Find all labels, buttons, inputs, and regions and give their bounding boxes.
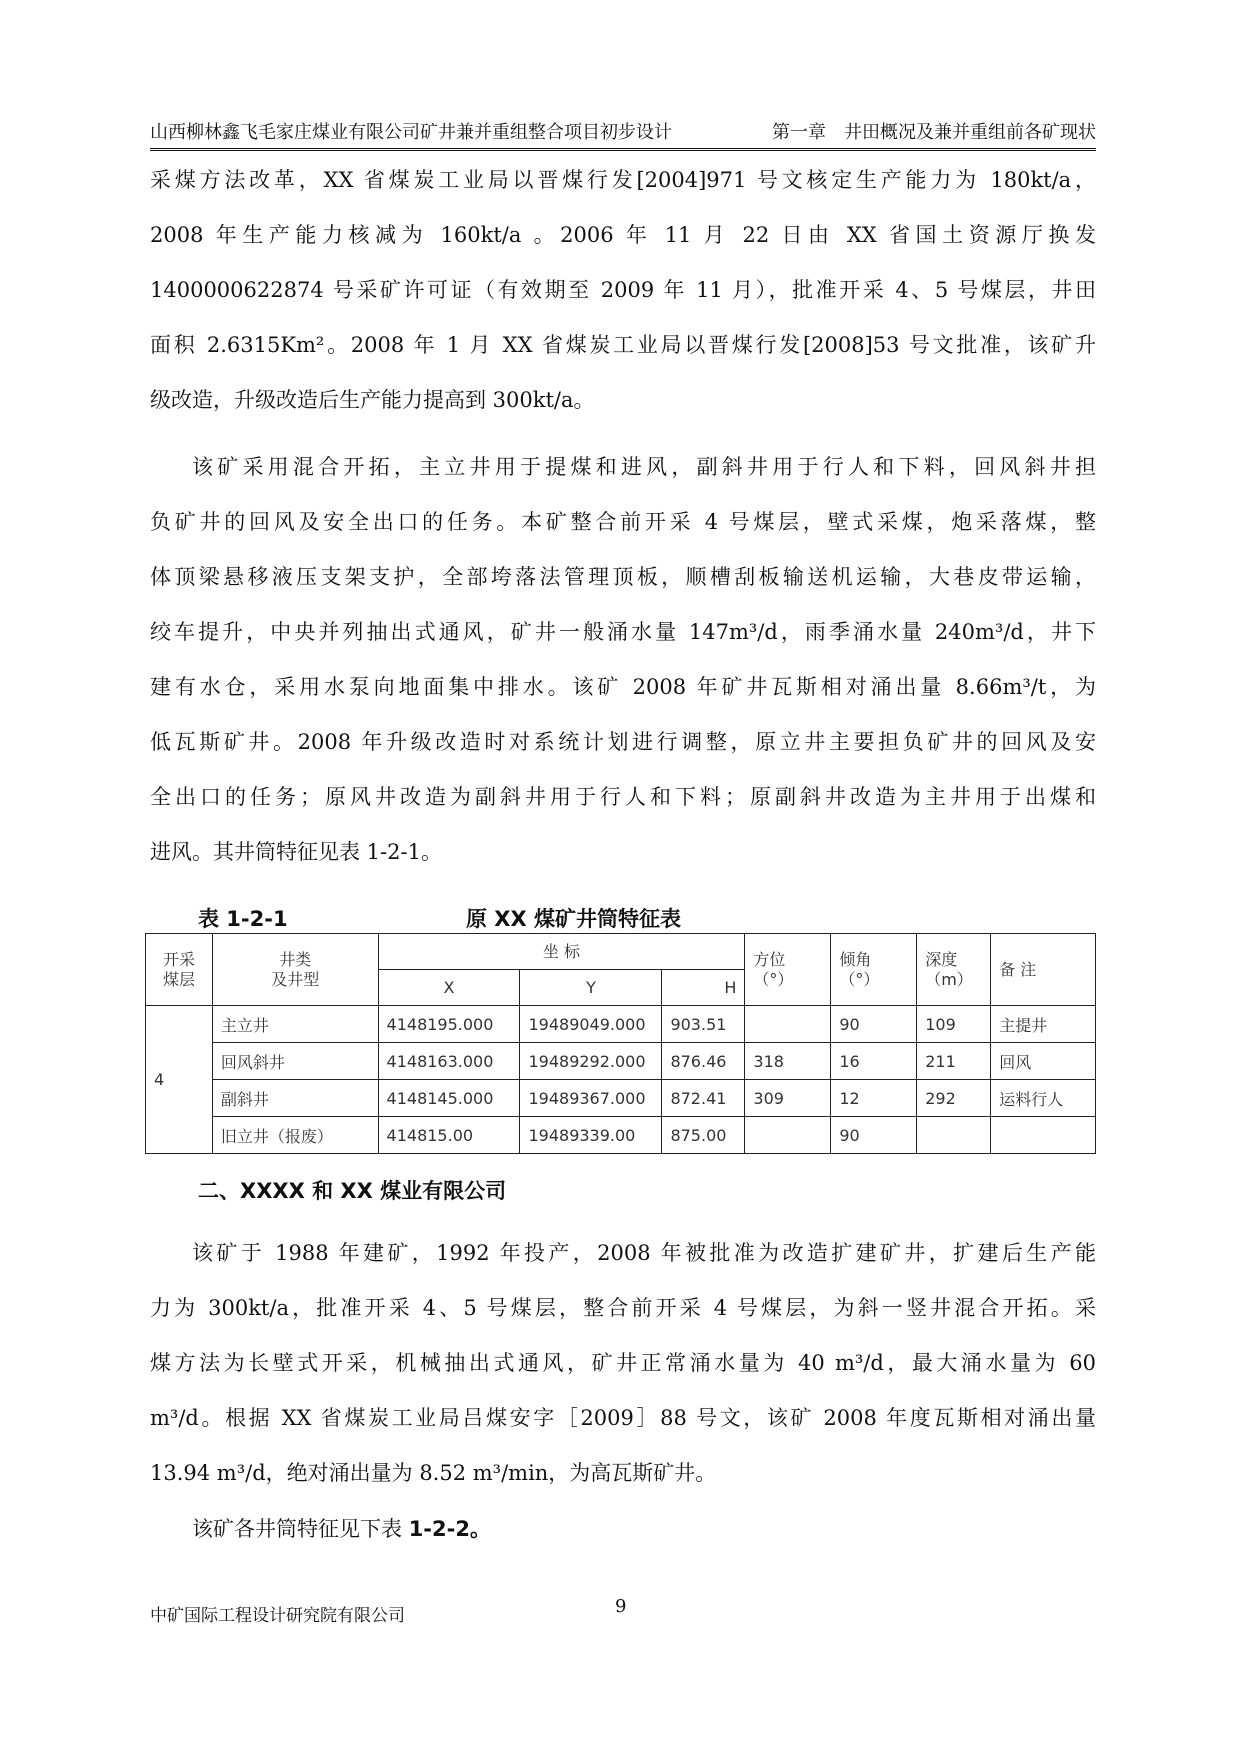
text-line: 该矿采用混合开拓，主立井用于提煤和进风，副斜井用于行人和下料，回风斜井担: [192, 455, 1096, 479]
header-azimuth: 方位 （°）: [745, 934, 831, 1006]
footer-company: 中矿国际工程设计研究院有限公司: [150, 1606, 405, 1626]
table-row: [146, 1117, 1096, 1154]
paragraph-3: [150, 1226, 1096, 1501]
text-line: 建有水仓，采用水泵向地面集中排水。该矿 2008 年矿井瓦斯相对涌出量 8.66m³/t，为: [150, 675, 1096, 699]
table-reference: 1-2-2。: [408, 1517, 491, 1541]
text-line: 该矿于 1988 年建矿，1992 年投产，2008 年被批准为改造扩建矿井，扩建后生产能: [192, 1241, 1096, 1265]
table-header-row: [146, 934, 1096, 970]
text-line: 负矿井的回风及安全出口的任务。本矿整合前开采 4 号煤层，壁式采煤，炮采落煤，整: [150, 510, 1096, 534]
depth-cell: 292: [917, 1080, 991, 1117]
text-line: m³/d。根据 XX 省煤炭工业局吕煤安字［2009］88 号文，该矿 2008 年度瓦斯相对涌出量: [150, 1406, 1096, 1430]
header-coordinates: 坐 标: [378, 934, 745, 970]
dip-cell: 90: [831, 1117, 917, 1154]
shaft-name-cell: 副斜井: [212, 1080, 378, 1117]
depth-cell: 109: [917, 1006, 991, 1043]
h-cell: 875.00: [662, 1117, 745, 1154]
header-y: Y: [520, 970, 662, 1006]
x-cell: 4148163.000: [378, 1043, 520, 1080]
text-line: 1400000622874 号采矿许可证（有效期至 2009 年 11 月），批准开采 4、5 号煤层，井田: [150, 278, 1096, 302]
header-document-title: 山西柳林鑫飞毛家庄煤业有限公司矿井兼并重组整合项目初步设计: [150, 122, 672, 143]
x-cell: 4148195.000: [378, 1006, 520, 1043]
table-row: [146, 1006, 1096, 1043]
text-line: 体顶梁悬移液压支架支护，全部垮落法管理顶板，顺槽刮板输送机运输，大巷皮带运输，: [150, 565, 1096, 589]
seam-cell: 4: [146, 1006, 213, 1154]
paragraph-4-text: 该矿各井筒特征见下表: [192, 1517, 409, 1541]
header-remark: 备 注: [991, 934, 1096, 1006]
text-line: 面积 2.6315Km²。2008 年 1 月 XX 省煤炭工业局以晋煤行发[2008]53 号文批准，该矿升: [150, 333, 1096, 357]
h-cell: 872.41: [662, 1080, 745, 1117]
azimuth-cell: 309: [745, 1080, 831, 1117]
text-line: 低瓦斯矿井。2008 年升级改造时对系统计划进行调整，原立井主要担负矿井的回风及安: [150, 730, 1096, 754]
text-line: 力为 300kt/a，批准开采 4、5 号煤层，整合前开采 4 号煤层，为斜一竖井混合开拓。采: [150, 1296, 1096, 1320]
depth-cell: 211: [917, 1043, 991, 1080]
h-cell: 903.51: [662, 1006, 745, 1043]
dip-cell: 16: [831, 1043, 917, 1080]
text-line: 进风。其井筒特征见表 1-2-1。: [150, 840, 442, 864]
paragraph-4: [150, 1502, 1096, 1557]
table-number: 表 1-2-1: [198, 907, 288, 931]
paragraph-1: [150, 153, 1096, 428]
paragraph-2: [150, 440, 1096, 880]
table-row: [146, 1080, 1096, 1117]
dip-cell: 12: [831, 1080, 917, 1117]
y-cell: 19489367.000: [520, 1080, 662, 1117]
x-cell: 414815.00: [378, 1117, 520, 1154]
x-cell: 4148145.000: [378, 1080, 520, 1117]
header-h: H: [662, 970, 745, 1006]
section-heading: 二、XXXX 和 XX 煤业有限公司: [198, 1179, 507, 1203]
header-seam: 开采 煤层: [146, 934, 213, 1006]
header-shaft-type: 井类 及井型: [212, 934, 378, 1006]
header-x: X: [378, 970, 520, 1006]
text-line: 绞车提升，中央并列抽出式通风，矿井一般涌水量 147m³/d，雨季涌水量 240m³/d，井下: [150, 620, 1096, 644]
azimuth-cell: [745, 1006, 831, 1043]
header-chapter-title: 第一章 井田概况及兼并重组前各矿现状: [772, 122, 1096, 143]
y-cell: 19489292.000: [520, 1043, 662, 1080]
shaft-name-cell: 回风斜井: [212, 1043, 378, 1080]
h-cell: 876.46: [662, 1043, 745, 1080]
dip-cell: 90: [831, 1006, 917, 1043]
azimuth-cell: 318: [745, 1043, 831, 1080]
y-cell: 19489049.000: [520, 1006, 662, 1043]
azimuth-cell: [745, 1117, 831, 1154]
text-line: 全出口的任务；原风井改造为副斜井用于行人和下料；原副斜井改造为主井用于出煤和: [150, 785, 1096, 809]
remark-cell: 回风: [991, 1043, 1096, 1080]
header-dip: 倾角 （°）: [831, 934, 917, 1006]
remark-cell: 运料行人: [991, 1080, 1096, 1117]
shaft-name-cell: 主立井: [212, 1006, 378, 1043]
table-row: [146, 1043, 1096, 1080]
text-line: 煤方法为长壁式开采，机械抽出式通风，矿井正常涌水量为 40 m³/d，最大涌水量为 60: [150, 1351, 1096, 1375]
text-line: 2008 年生产能力核减为 160kt/a 。2006 年 11 月 22 日由 XX 省国土资源厅换发: [150, 223, 1096, 247]
text-line: 级改造，升级改造后生产能力提高到 300kt/a。: [150, 388, 595, 412]
page-number: 9: [615, 1596, 627, 1617]
shaft-name-cell: 旧立井（报废）: [212, 1117, 378, 1154]
header-depth: 深度 （m）: [917, 934, 991, 1006]
text-line: 采煤方法改革，XX 省煤炭工业局以晋煤行发[2004]971 号文核定生产能力为 180kt/a，: [150, 168, 1096, 192]
depth-cell: [917, 1117, 991, 1154]
remark-cell: [991, 1117, 1096, 1154]
table-title: 原 XX 煤矿井筒特征表: [466, 907, 682, 931]
remark-cell: 主提井: [991, 1006, 1096, 1043]
y-cell: 19489339.00: [520, 1117, 662, 1154]
text-line: 13.94 m³/d，绝对涌出量为 8.52 m³/min，为高瓦斯矿井。: [150, 1461, 717, 1485]
shaft-characteristics-table: [145, 933, 1096, 1154]
page-header: [150, 118, 1096, 151]
